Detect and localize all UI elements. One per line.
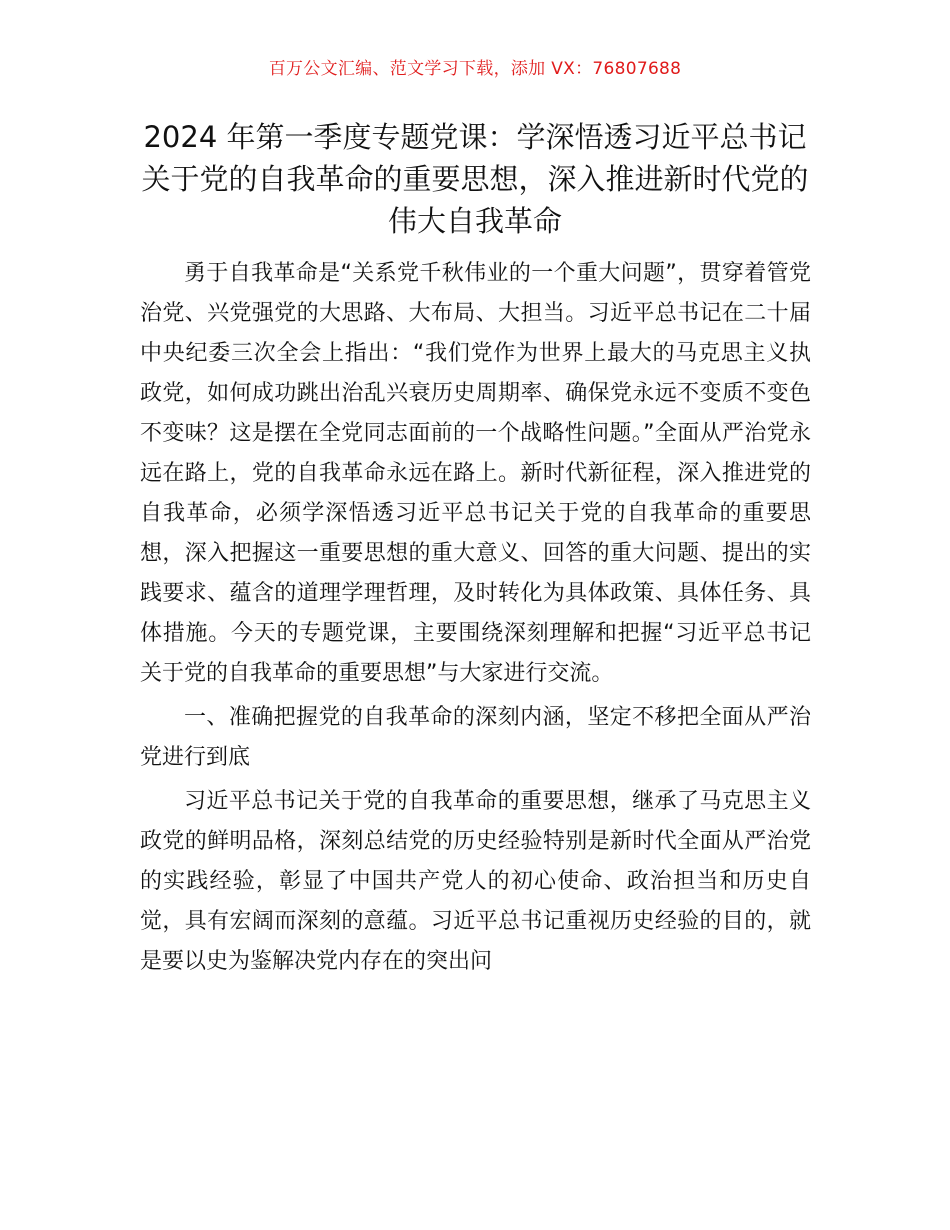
paragraph-section-1: 习近平总书记关于党的自我革命的重要思想，继承了马克思主义政党的鲜明品格，深刻总结党的历史经验特别是新时代全面从严治党的实践经验，彰显了中国共产党人的初心使命、政治担当和历史自觉，具有宏阔而深刻的意蕴。习近平总书记重视历史经验的目的，就是要以史为鉴解决党内存在的突出问: [140, 789, 811, 974]
document-body: [140, 254, 811, 986]
header-contact-note: 百万公文汇编、范文学习下载，添加 VX：76807688: [268, 59, 682, 79]
paragraph-intro: 勇于自我革命是“关系党千秋伟业的一个重大问题”，贯穿着管党治党、兴党强党的大思路、大布局、大担当。习近平总书记在二十届中央纪委三次全会上指出：“我们党作为世界上最大的马克思主义执政党，如何成功跳出治乱兴衰历史周期率、确保党永远不变质不变色不变味？这是摆在全党同志面前的一个战略性问题。”全面从严治党永远在路上，党的自我革命永远在路上。新时代新征程，深入推进党的自我革命，必须学深悟透习近平总书记关于党的自我革命的重要思想，深入把握这一重要思想的重大意义、回答的重大问题、提出的实践要求、蕴含的道理学理哲理，及时转化为具体政策、具体任务、具体措施。今天的专题党课，主要围绕深刻理解和把握“习近平总书记关于党的自我革命的重要思想”与大家进行交流。: [140, 261, 811, 686]
section-heading-1: 一、准确把握党的自我革命的深刻内涵，坚定不移把全面从严治党进行到底: [140, 705, 811, 770]
document-title: 2024 年第一季度专题党课：学深悟透习近平总书记关于党的自我革命的重要思想，深入推进新时代党的伟大自我革命: [141, 120, 809, 238]
